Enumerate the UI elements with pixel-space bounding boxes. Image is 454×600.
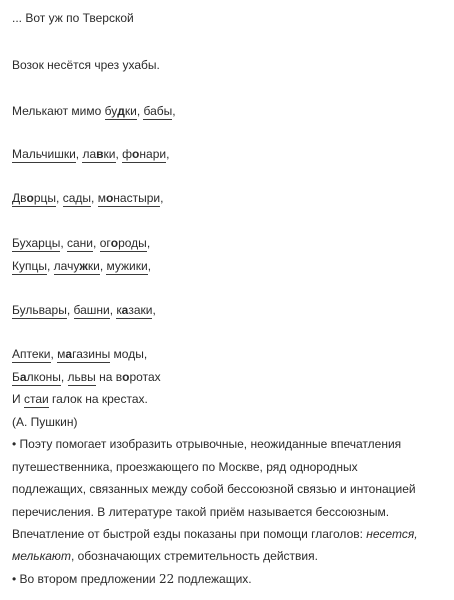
- text: ротах: [129, 370, 161, 384]
- subject-word: Аптеки: [12, 347, 51, 361]
- poem-line-2: Возок несётся чрез ухабы.: [12, 58, 160, 72]
- subject-word: башни: [73, 303, 110, 317]
- text: ,: [47, 259, 54, 273]
- text: ,: [60, 236, 67, 250]
- subject-word: Купцы: [12, 259, 47, 273]
- analysis-line: подлежащих, связанных между собой бессоюзной связью и интонацией: [12, 482, 416, 496]
- text: ,: [56, 191, 63, 205]
- verb-example: мелькают: [12, 549, 71, 563]
- text: , обозначающих стремительность действия.: [70, 549, 318, 563]
- text: на в: [95, 370, 123, 384]
- text: роды: [118, 236, 147, 250]
- stress-letter: в: [96, 147, 104, 161]
- subject-word: Бульвары: [12, 303, 67, 317]
- subject-word: мужики: [106, 259, 148, 273]
- stress-letter: о: [105, 191, 114, 205]
- poem-author: (А. Пушкин): [12, 415, 78, 429]
- text: ,: [147, 259, 152, 273]
- text: ,: [166, 147, 170, 161]
- analysis-line: перечисления. В литературе такой приём называется бессоюзным.: [12, 505, 390, 519]
- text: ,: [60, 370, 68, 384]
- subject-word: [12, 191, 56, 207]
- poem-line-5: [12, 190, 163, 206]
- stress-letter: о: [122, 370, 130, 384]
- stress-letter: о: [132, 147, 140, 161]
- subject-word: [105, 104, 137, 120]
- text: лачу: [53, 259, 80, 273]
- text: ки: [124, 104, 137, 118]
- text: моды,: [110, 347, 148, 361]
- poem-line-1: ... Вот уж по Тверской: [12, 11, 134, 25]
- subject-word: [100, 236, 147, 252]
- subject-word: [98, 191, 160, 207]
- stress-letter: а: [19, 370, 27, 384]
- text: ла: [82, 147, 97, 161]
- verb-example: несется,: [366, 527, 418, 541]
- text: рцы: [33, 191, 57, 205]
- subject-count: 22: [158, 572, 175, 586]
- text: подлежащих.: [174, 572, 252, 586]
- stress-letter: а: [121, 303, 129, 317]
- text: бу: [104, 104, 118, 118]
- subject-word: львы: [67, 370, 96, 384]
- stress-letter: о: [26, 191, 34, 205]
- subject-word: бабы: [143, 104, 173, 118]
- text: ,: [66, 303, 74, 317]
- text: м: [97, 191, 106, 205]
- text: ,: [172, 104, 176, 118]
- subject-word: [116, 303, 152, 319]
- poem-line-8: [12, 302, 156, 318]
- text: Б: [12, 370, 20, 384]
- poem-line-11: [12, 391, 148, 407]
- subject-word: сады: [62, 191, 92, 205]
- poem-line-10: [12, 369, 161, 385]
- stress-letter: д: [117, 104, 125, 118]
- subject-word: сани: [67, 236, 94, 250]
- text: Дв: [12, 191, 27, 205]
- poem-line-9: [12, 346, 147, 362]
- poem-line-7: [12, 258, 151, 274]
- subject-word: [122, 147, 166, 163]
- text: ки: [87, 259, 100, 273]
- text: ,: [152, 303, 156, 317]
- text: ,: [115, 147, 123, 161]
- text: м: [57, 347, 66, 361]
- subject-word: Бухарцы: [12, 236, 61, 250]
- stress-letter: ж: [79, 259, 88, 273]
- text: нари: [139, 147, 167, 161]
- text: к: [116, 303, 122, 317]
- text: настыри: [113, 191, 161, 205]
- poem-line-6: [12, 235, 150, 251]
- text: лконы: [26, 370, 61, 384]
- subject-word: стаи: [23, 392, 49, 406]
- poem-line-3: [12, 103, 176, 119]
- stress-letter: о: [110, 236, 119, 250]
- text: Впечатление от быстрой езды показаны при помощи глаголов:: [12, 527, 367, 541]
- text: ,: [75, 147, 83, 161]
- analysis-line: [12, 571, 252, 587]
- analysis-line: путешественника, проезжающего по Москве, ряд однородных: [12, 460, 358, 474]
- text: ки: [103, 147, 116, 161]
- text: ог: [99, 236, 111, 250]
- text: галок на крестах.: [48, 392, 148, 406]
- text: заки: [128, 303, 153, 317]
- analysis-line: [12, 526, 418, 542]
- text: ,: [50, 347, 58, 361]
- subject-word: [12, 370, 61, 386]
- text: газины: [72, 347, 111, 361]
- text: ,: [136, 104, 144, 118]
- text: ,: [99, 259, 107, 273]
- subject-word: [54, 259, 100, 275]
- stress-letter: а: [65, 347, 73, 361]
- analysis-line: [12, 548, 318, 564]
- poem-line-4: [12, 146, 169, 162]
- text: ,: [109, 303, 117, 317]
- text: ,: [93, 236, 100, 250]
- text: Мелькают мимо: [12, 104, 105, 118]
- text: ,: [146, 236, 151, 250]
- subject-word: Мальчишки: [12, 147, 76, 161]
- text: И: [12, 392, 24, 406]
- text: ,: [91, 191, 98, 205]
- text: • Во втором предложении: [12, 572, 159, 586]
- text: ,: [160, 191, 164, 205]
- analysis-line: • Поэту помогает изобразить отрывочные, неожиданные впечатления: [12, 437, 402, 451]
- subject-word: [57, 347, 110, 363]
- text: ф: [122, 147, 133, 161]
- subject-word: [82, 147, 115, 163]
